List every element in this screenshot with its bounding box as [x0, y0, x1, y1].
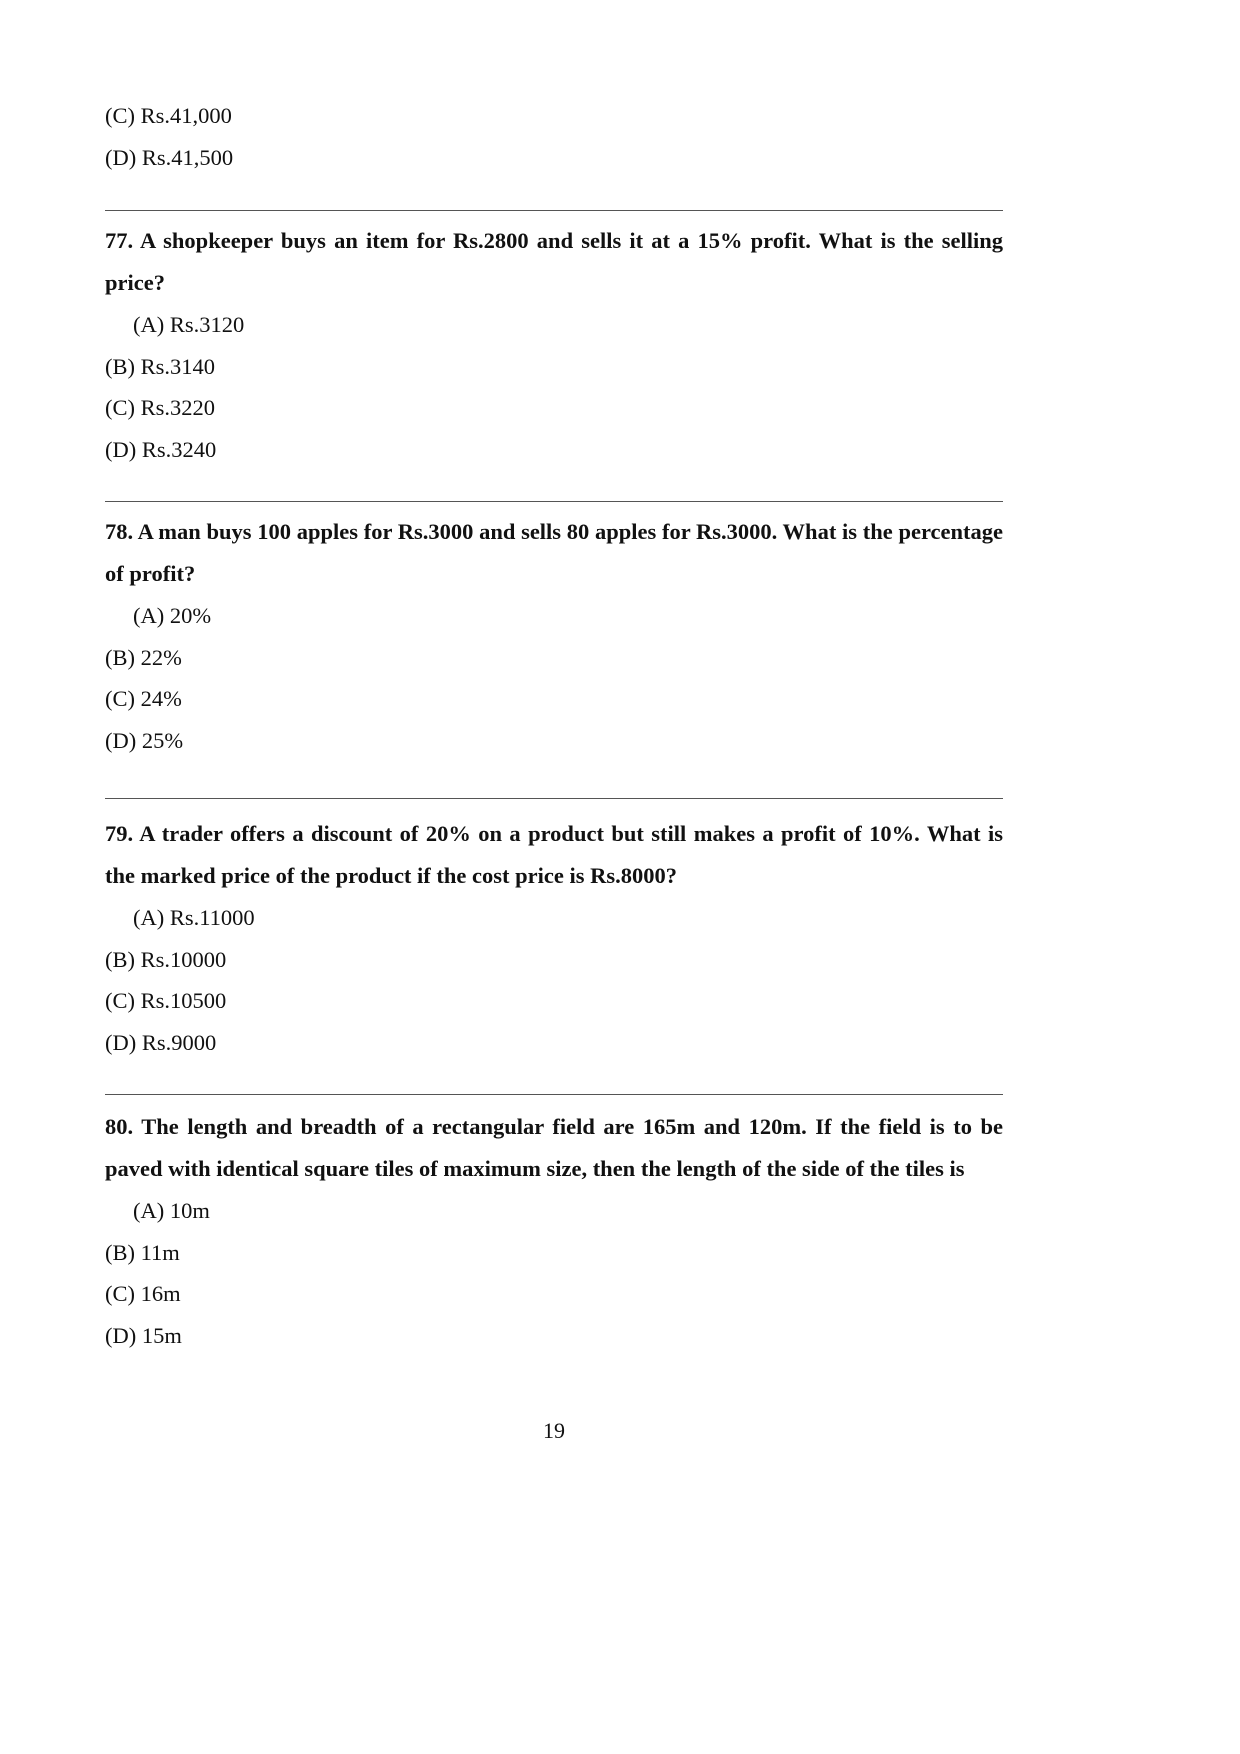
question-77: [105, 210, 1003, 471]
divider: [105, 501, 1003, 502]
question-79: [105, 798, 1003, 1064]
question-text: 79. A trader offers a discount of 20% on a product but still makes a profit of 10%. What is the marked price of the product if the cost price is Rs.8000?: [105, 821, 1003, 888]
question-80: [105, 1094, 1003, 1357]
option-c: (C) 24%: [105, 686, 182, 712]
option-a: (A) Rs.3120: [133, 312, 245, 337]
option-d: (D) 25%: [105, 728, 184, 754]
divider: [105, 210, 1003, 211]
question-text: 80. The length and breadth of a rectangular field are 165m and 120m. If the field is to be paved with identical square tiles of maximum size, then the length of the side of the tiles is: [105, 1114, 1003, 1181]
document-page: [105, 0, 1003, 1560]
option-b: (B) 11m: [105, 1239, 180, 1265]
option-b: (B) 22%: [105, 644, 182, 670]
option-c: (C) Rs.3220: [105, 395, 216, 421]
option-c: (C) Rs.41,000: [105, 103, 232, 128]
option-d: (D) Rs.9000: [105, 1030, 217, 1056]
previous-question-options: [105, 95, 1003, 178]
option-d: (D) Rs.41,500: [105, 144, 234, 170]
option-c: (C) Rs.10500: [105, 988, 227, 1014]
question-text: 78. A man buys 100 apples for Rs.3000 and sells 80 apples for Rs.3000. What is the percentage of profit?: [105, 519, 1003, 586]
option-a: (A) Rs.11000: [133, 905, 255, 930]
divider: [105, 1094, 1003, 1095]
option-d: (D) Rs.3240: [105, 437, 217, 463]
question-text: 77. A shopkeeper buys an item for Rs.2800 and sells it at a 15% profit. What is the selling price?: [105, 228, 1003, 295]
page-number: 19: [543, 1418, 565, 1443]
question-78: [105, 501, 1003, 762]
option-b: (B) Rs.3140: [105, 353, 216, 379]
option-d: (D) 15m: [105, 1323, 182, 1349]
option-c: (C) 16m: [105, 1281, 181, 1307]
option-b: (B) Rs.10000: [105, 946, 227, 972]
divider: [105, 798, 1003, 799]
option-a: (A) 10m: [133, 1198, 210, 1223]
option-a: (A) 20%: [133, 603, 212, 628]
